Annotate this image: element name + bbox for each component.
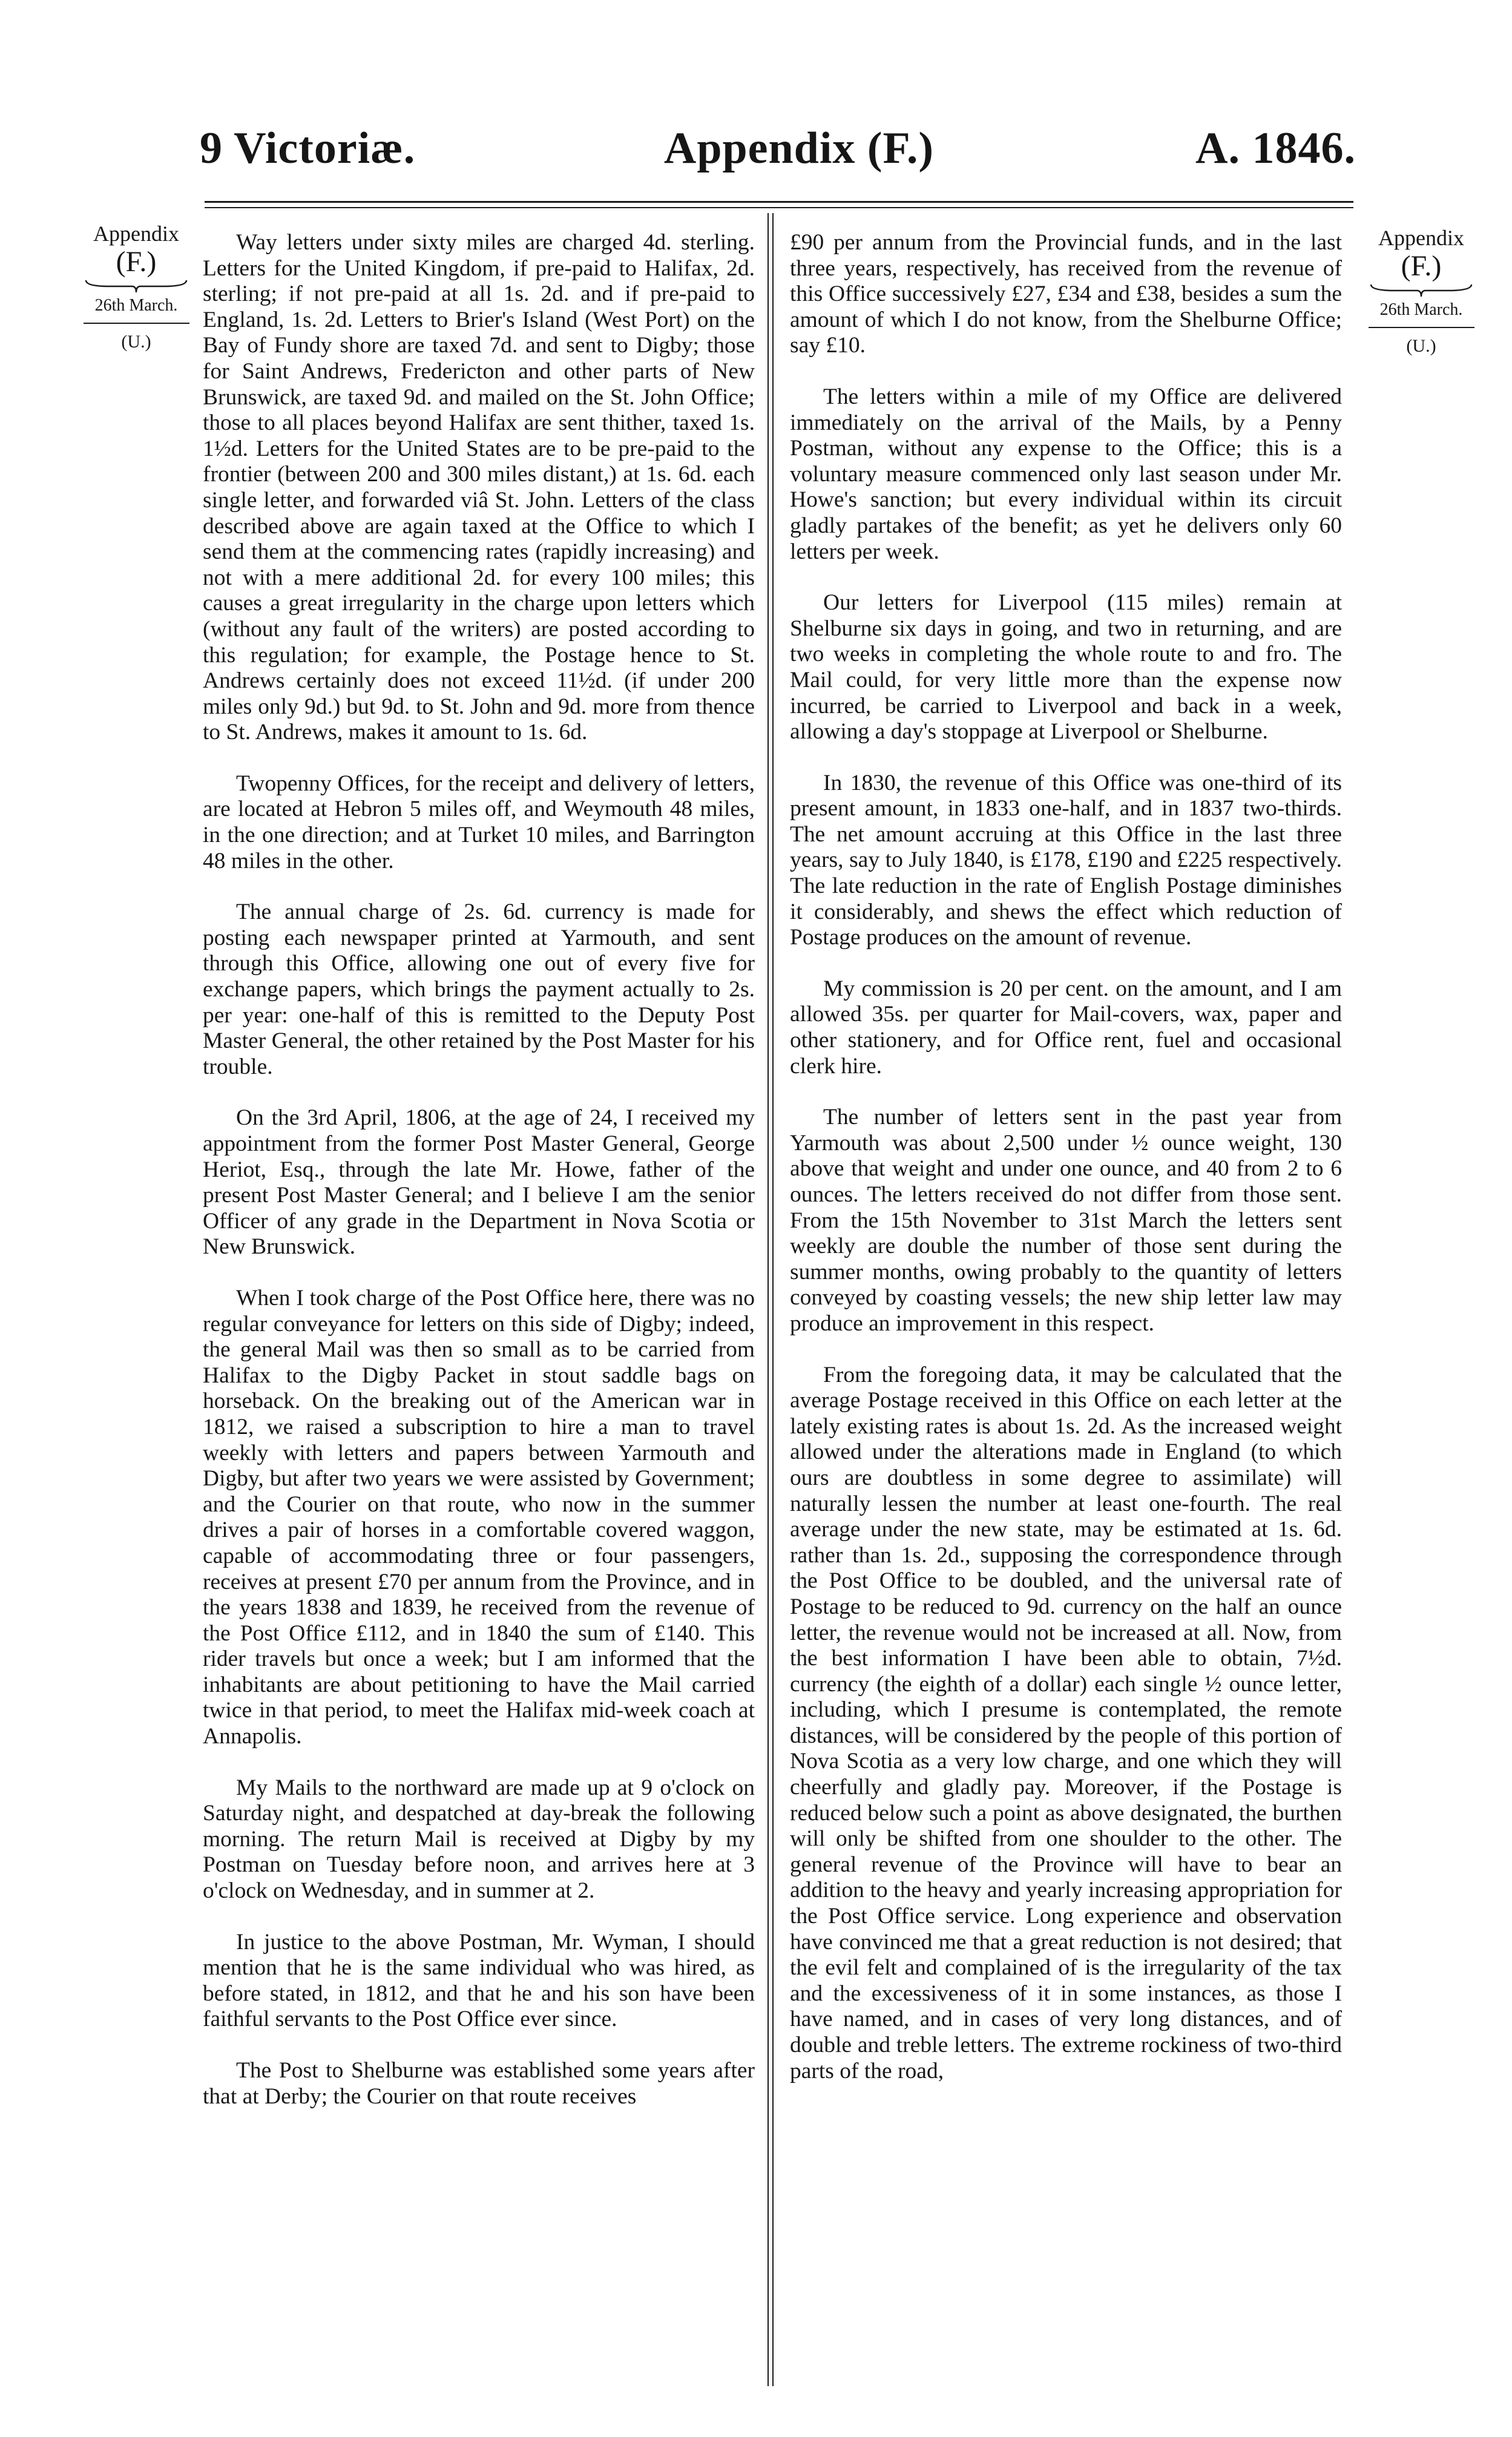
column-divider (768, 213, 774, 2386)
text-column-right (790, 230, 1342, 2110)
paragraph: From the foregoing data, it may be calculated that the average Postage received in this Office on each letter at the lately existing rates is about 1s. 2d. As the increased weight allowed under the alterations made in England (to which ours are doubtless in some degree to assimilate) will naturally lessen the number at least one-fourth. The real average under the new state, may be estimated at 1s. 6d. rather than 1s. 2d., supposing the correspondence through the Post Office to be doubled, and the universal rate of Postage to be reduced to 9d. currency on the half an ounce letter, the revenue would not be increased at all. Now, from the best information I have been able to obtain, 7½d. currency (the eighth of a dollar) each single ½ ounce letter, including, which I presume is contemplated, the remote distances, will be considered by the people of this portion of Nova Scotia as a very low charge, and one which they will cheerfully and gladly pay. Moreover, if the Postage is reduced below such a point as above designated, the burthen will only be shifted from one shoulder to the other. The general revenue of the Province will have to bear an addition to the heavy and yearly increasing appropriation for the Post Office service. Long experience and observation have convinced me that a great reduction is not desired; that the evil felt and complained of is the irregularity of the tax and the excessiveness of it in some instances, as those I have named, and in cases of very long distances, and of double and treble letters. The extreme rockiness of two-third parts of the road, (790, 1362, 1342, 2083)
margin-note-rule (1369, 327, 1474, 328)
header-rule-top (205, 201, 1353, 203)
margin-note-letter: (F.) (1401, 250, 1442, 282)
paragraph: Way letters under sixty miles are charged 4d. sterling. Letters for the United Kingdom, if pre-paid to Halifax, 2d. sterling; if not pre-paid at all 1s. 2d. and if pre-paid to England, 1s. 2d. Letters to Brier's Island (West Port) on the Bay of Fundy shore are taxed 7d. and sent to Digby; those for Saint Andrews, Fredericton and other parts of New Brunswick, are taxed 9d. and mailed on the St. John Office; those to all places beyond Halifax are sent thither, taxed 1s. 1½d. Letters for the United States are to be pre-paid to the frontier (between 200 and 300 miles distant,) at 1s. 6d. each single letter, and forwarded viâ St. John. Letters of the class described above are again taxed at the Office to which I send them at the commencing rates (rapidly increasing) and not with a mere additional 2d. for every 100 miles; this causes a great irregularity in the charge upon letters which (without any fault of the writers) are posted according to this regulation; for example, the Postage hence to St. Andrews certainly does not exceed 11½d. (if under 200 miles only 9d.) but 9d. to St. John and 9d. more from thence to St. Andrews, makes it amount to 1s. 6d. (203, 230, 755, 745)
paragraph-continued: £90 per annum from the Provincial funds, and in the last three years, respectively, has received from the revenue of this Office successively £27, £34 and £38, besides a sum the amount of which I do not know, from the Shelburne Office; say £10. (790, 230, 1342, 358)
header-rule-bottom (205, 207, 1353, 208)
paragraph: The number of letters sent in the past year from Yarmouth was about 2,500 under ½ ounce weight, 130 above that weight and under one ounce, and 40 from 2 to 6 ounces. The letters received do not differ from those sent. From the 15th November to 31st March the letters sent weekly are double the number of those sent during the summer months, owing probably to the quantity of letters conveyed by coasting vessels; the new ship letter law may produce an improvement in this respect. (790, 1105, 1342, 1336)
margin-note-title: Appendix (1378, 226, 1464, 250)
margin-note-date: 26th March. (1379, 300, 1463, 319)
margin-note-title: Appendix (93, 222, 179, 246)
paragraph: My Mails to the northward are made up at 9 o'clock on Saturday night, and despatched at day-break the following morning. The return Mail is received at Digby by my Postman on Tuesday before noon, and arrives here at 3 o'clock on Wednesday, and in summer at 2. (203, 1775, 755, 1904)
margin-note-rule (84, 323, 189, 324)
text-column-left (203, 230, 755, 2135)
paragraph: My commission is 20 per cent. on the amount, and I am allowed 35s. per quarter for Mail-covers, wax, paper and other stationery, and for Office rent, fuel and occasional clerk hire. (790, 976, 1342, 1079)
header-appendix-title: Appendix (F.) (663, 123, 935, 173)
margin-note-right (1367, 225, 1476, 357)
paragraph: When I took charge of the Post Office here, there was no regular conveyance for letters on this side of Digby; indeed, the general Mail was then so small as to be carried from Halifax to the Digby Packet in stout saddle bags on horseback. On the breaking out of the American war in 1812, we raised a subscription to hire a man to travel weekly with letters and papers between Yarmouth and Digby, but after two years we were assisted by Government; and the Courier on that route, who now in the summer drives a pair of horses in a comfortable covered waggon, capable of accommodating three or four passengers, receives at present £70 per annum from the Province, and in the years 1838 and 1839, he received from the revenue of the Post Office £112, and in 1840 the sum of £140. This rider travels but once a week; but I am informed that the inhabitants are about petitioning to have the Mail carried twice in that period, to meet the Halifax mid-week coach at Annapolis. (203, 1285, 755, 1749)
header-year: A. 1846. (1195, 123, 1356, 173)
paragraph: In justice to the above Postman, Mr. Wyman, I should mention that he is the same individual who was hired, as before stated, in 1812, and that he and his son have been faithful servants to the Post Office ever since. (203, 1929, 755, 2032)
paragraph: On the 3rd April, 1806, at the age of 24, I received my appointment from the former Post Master General, George Heriot, Esq., through the late Mr. Howe, father of the present Post Master General; and I believe I am the senior Officer of any grade in the Department in Nova Scotia or New Brunswick. (203, 1105, 755, 1260)
margin-note-subsection: (U.) (121, 332, 151, 352)
paragraph: The letters within a mile of my Office are delivered immediately on the arrival of the Mails, by a Penny Postman, without any expense to the Office; this is a voluntary measure commenced only last season under Mr. Howe's sanction; but every individual within its circuit gladly partakes of the benefit; as yet he delivers only 60 letters per week. (790, 384, 1342, 564)
paragraph: Our letters for Liverpool (115 miles) remain at Shelburne six days in going, and two in returning, and are two weeks in completing the whole route to and fro. The Mail could, for very little more than the expense now incurred, be carried to Liverpool and back in a week, allowing a day's stoppage at Liverpool or Shelburne. (790, 590, 1342, 745)
header-session: 9 Victoriæ. (200, 123, 416, 173)
margin-note-subsection: (U.) (1406, 336, 1436, 356)
margin-note-letter: (F.) (116, 246, 157, 278)
paragraph: The Post to Shelburne was established some years after that at Derby; the Courier on that route receives (203, 2058, 755, 2109)
brace-icon (1370, 283, 1473, 298)
paragraph: In 1830, the revenue of this Office was one-third of its present amount, in 1833 one-half, and in 1837 two-thirds. The net amount accruing at this Office in the last three years, say to July 1840, is £178, £190 and £225 respectively. The late reduction in the rate of English Postage diminishes it considerably, and shews the effect which reduction of Postage produces on the amount of revenue. (790, 770, 1342, 950)
brace-icon (85, 279, 188, 294)
margin-note-date: 26th March. (94, 296, 178, 315)
paragraph: Twopenny Offices, for the receipt and delivery of letters, are located at Hebron 5 miles off, and Weymouth 48 miles, in the one direction; and at Turket 10 miles, and Barrington 48 miles in the other. (203, 771, 755, 873)
margin-note-left (82, 221, 191, 353)
paragraph: The annual charge of 2s. 6d. currency is made for posting each newspaper printed at Yarmouth, and sent through this Office, allowing one out of every five for exchange papers, which brings the payment actually to 2s. per year: one-half of this is remitted to the Deputy Post Master General, the other retained by the Post Master for his trouble. (203, 899, 755, 1079)
